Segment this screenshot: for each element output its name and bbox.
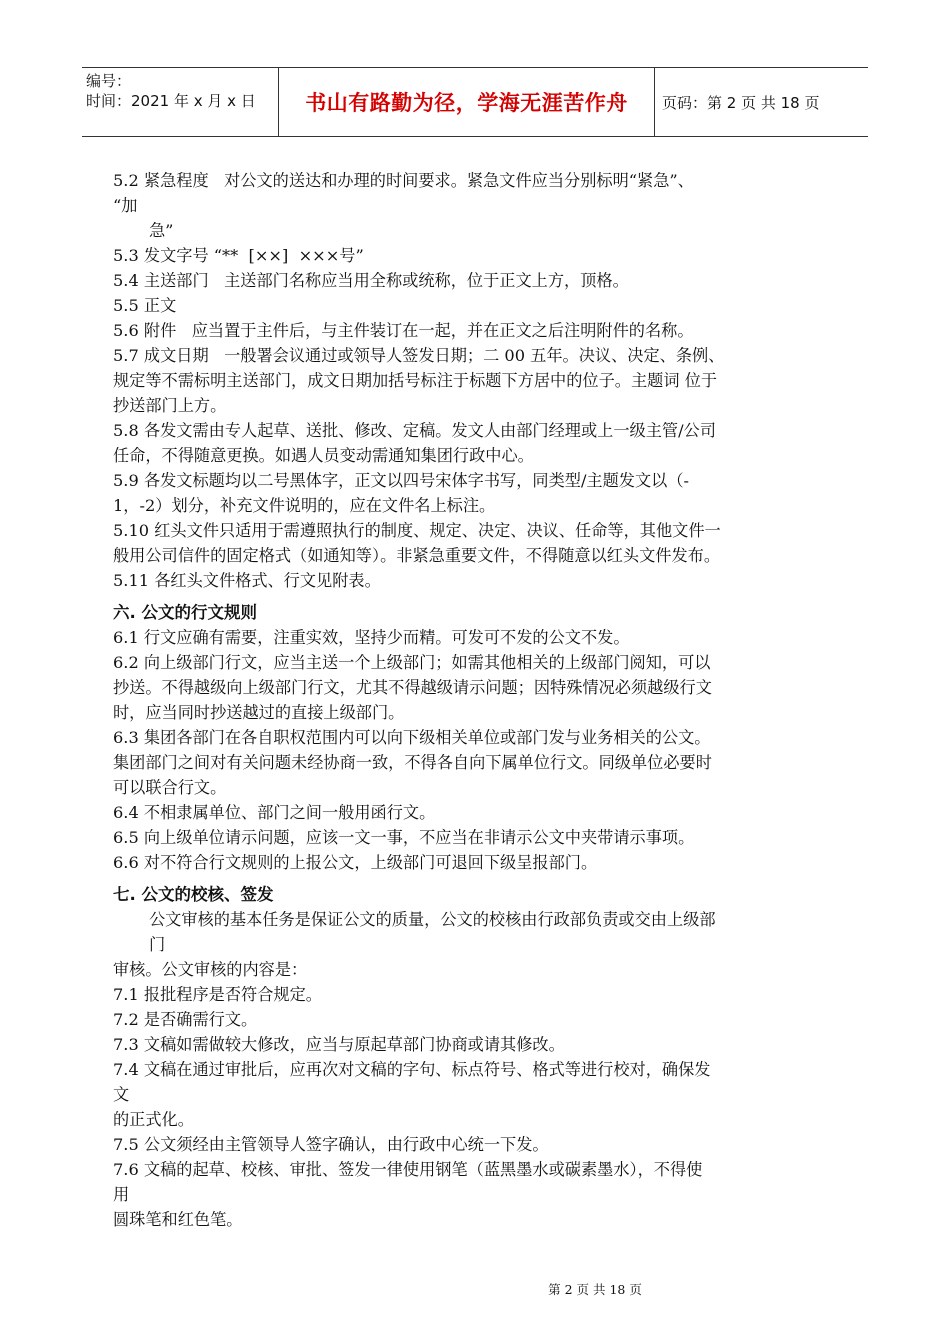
section-7-6-line1: 7.6 文稿的起草、校核、审批、签发一律使用钢笔（蓝黑墨水或碳素墨水），不得使 <box>113 1160 703 1179</box>
heading-section-6: 六. 公文的行文规则 <box>113 603 258 622</box>
section-7-3: 7.3 文稿如需做较大修改，应当与原起草部门协商或请其修改。 <box>113 1035 565 1054</box>
section-5-2-line2: “加 <box>113 196 138 215</box>
section-6-1: 6.1 行文应确有需要，注重实效，坚持少而精。可发可不发的公文不发。 <box>113 628 630 647</box>
section-7-intro-line2: 门 <box>149 935 166 954</box>
section-5-10-line1: 5.10 红头文件只适用于需遵照执行的制度、规定、决定、决议、任命等，其他文件一 <box>113 521 721 540</box>
section-7-1: 7.1 报批程序是否符合规定。 <box>113 985 322 1004</box>
section-6-3-line3: 可以联合行文。 <box>113 778 227 797</box>
section-5-11: 5.11 各红头文件格式、行文见附表。 <box>113 571 381 590</box>
document-body <box>113 168 833 1232</box>
section-5-9-line1: 5.9 各发文标题均以二号黑体字，正文以四号宋体字书写，同类型/主题发文以（- <box>113 471 689 490</box>
document-number-label: 编号： <box>86 72 132 90</box>
section-5-2-line3: 急” <box>149 221 174 240</box>
section-5-7-line2: 规定等不需标明主送部门，成文日期加括号标注于标题下方居中的位子。主题词 位于 <box>113 371 718 390</box>
header-page-info: 页码：第 2 页 共 18 页 <box>662 93 820 112</box>
heading-section-7: 七. 公文的校核、签发 <box>113 885 274 904</box>
section-7-4-line2: 文 <box>113 1085 130 1104</box>
section-5-6: 5.6 附件 应当置于主件后，与主件装订在一起，并在正文之后注明附件的名称。 <box>113 321 694 340</box>
section-7-4-line1: 7.4 文稿在通过审批后，应再次对文稿的字句、标点符号、格式等进行校对，确保发 <box>113 1060 711 1079</box>
section-6-2-line3: 时，应当同时抄送越过的直接上级部门。 <box>113 703 405 722</box>
section-5-7-line3: 抄送部门上方。 <box>113 396 227 415</box>
section-6-6: 6.6 对不符合行文规则的上报公文，上级部门可退回下级呈报部门。 <box>113 853 598 872</box>
section-7-5: 7.5 公文须经由主管领导人签字确认，由行政中心统一下发。 <box>113 1135 549 1154</box>
section-7-intro-line3: 审核。公文审核的内容是： <box>113 960 308 979</box>
section-6-3-line2: 集团部门之间对有关问题未经协商一致，不得各自向下属单位行文。同级单位必要时 <box>113 753 712 772</box>
section-7-2: 7.2 是否确需行文。 <box>113 1010 258 1029</box>
section-7-6-line3: 圆珠笔和红色笔。 <box>113 1210 243 1229</box>
section-5-8-line1: 5.8 各发文需由专人起草、送批、修改、定稿。发文人由部门经理或上一级主管/公司 <box>113 421 716 440</box>
section-7-intro-line1: 公文审核的基本任务是保证公文的质量，公文的校核由行政部负责或交由上级部 <box>149 910 716 929</box>
section-5-9-line2: 1，-2）划分，补充文件说明的，应在文件名上标注。 <box>113 496 496 515</box>
section-6-5: 6.5 向上级单位请示问题，应该一文一事，不应当在非请示公文中夹带请示事项。 <box>113 828 695 847</box>
section-6-3-line1: 6.3 集团各部门在各自职权范围内可以向下级相关单位或部门发与业务相关的公文。 <box>113 728 711 747</box>
page-header <box>82 67 868 137</box>
page-footer: 第 2 页 共 18 页 <box>548 1282 642 1297</box>
section-5-7-line1: 5.7 成文日期 一般署会议通过或领导人签发日期；二 00 五年。决议、决定、条例、 <box>113 346 725 365</box>
section-5-5: 5.5 正文 <box>113 296 177 315</box>
section-5-4: 5.4 主送部门 主送部门名称应当用全称或统称，位于正文上方，顶格。 <box>113 271 629 290</box>
section-6-2-line2: 抄送。不得越级向上级部门行文，尤其不得越级请示问题；因特殊情况必须越级行文 <box>113 678 712 697</box>
section-6-2-line1: 6.2 向上级部门行文，应当主送一个上级部门；如需其他相关的上级部门阅知，可以 <box>113 653 711 672</box>
section-7-6-line2: 用 <box>113 1185 130 1204</box>
document-time: 时间：2021 年 x 月 x 日 <box>86 92 256 110</box>
section-5-2-line1: 5.2 紧急程度 对公文的送达和办理的时间要求。紧急文件应当分别标明“紧急”、 <box>113 171 694 190</box>
section-7-4-line3: 的正式化。 <box>113 1110 194 1129</box>
section-5-8-line2: 任命，不得随意更换。如遇人员变动需通知集团行政中心。 <box>113 446 534 465</box>
section-6-4: 6.4 不相隶属单位、部门之间一般用函行文。 <box>113 803 436 822</box>
header-motto: 书山有路勤为径，学海无涯苦作舟 <box>279 68 655 136</box>
section-5-3: 5.3 发文字号 “** [××] ×××号” <box>113 246 364 265</box>
header-meta <box>82 68 279 136</box>
section-5-10-line2: 般用公司信件的固定格式（如通知等）。非紧急重要文件，不得随意以红头文件发布。 <box>113 546 721 565</box>
